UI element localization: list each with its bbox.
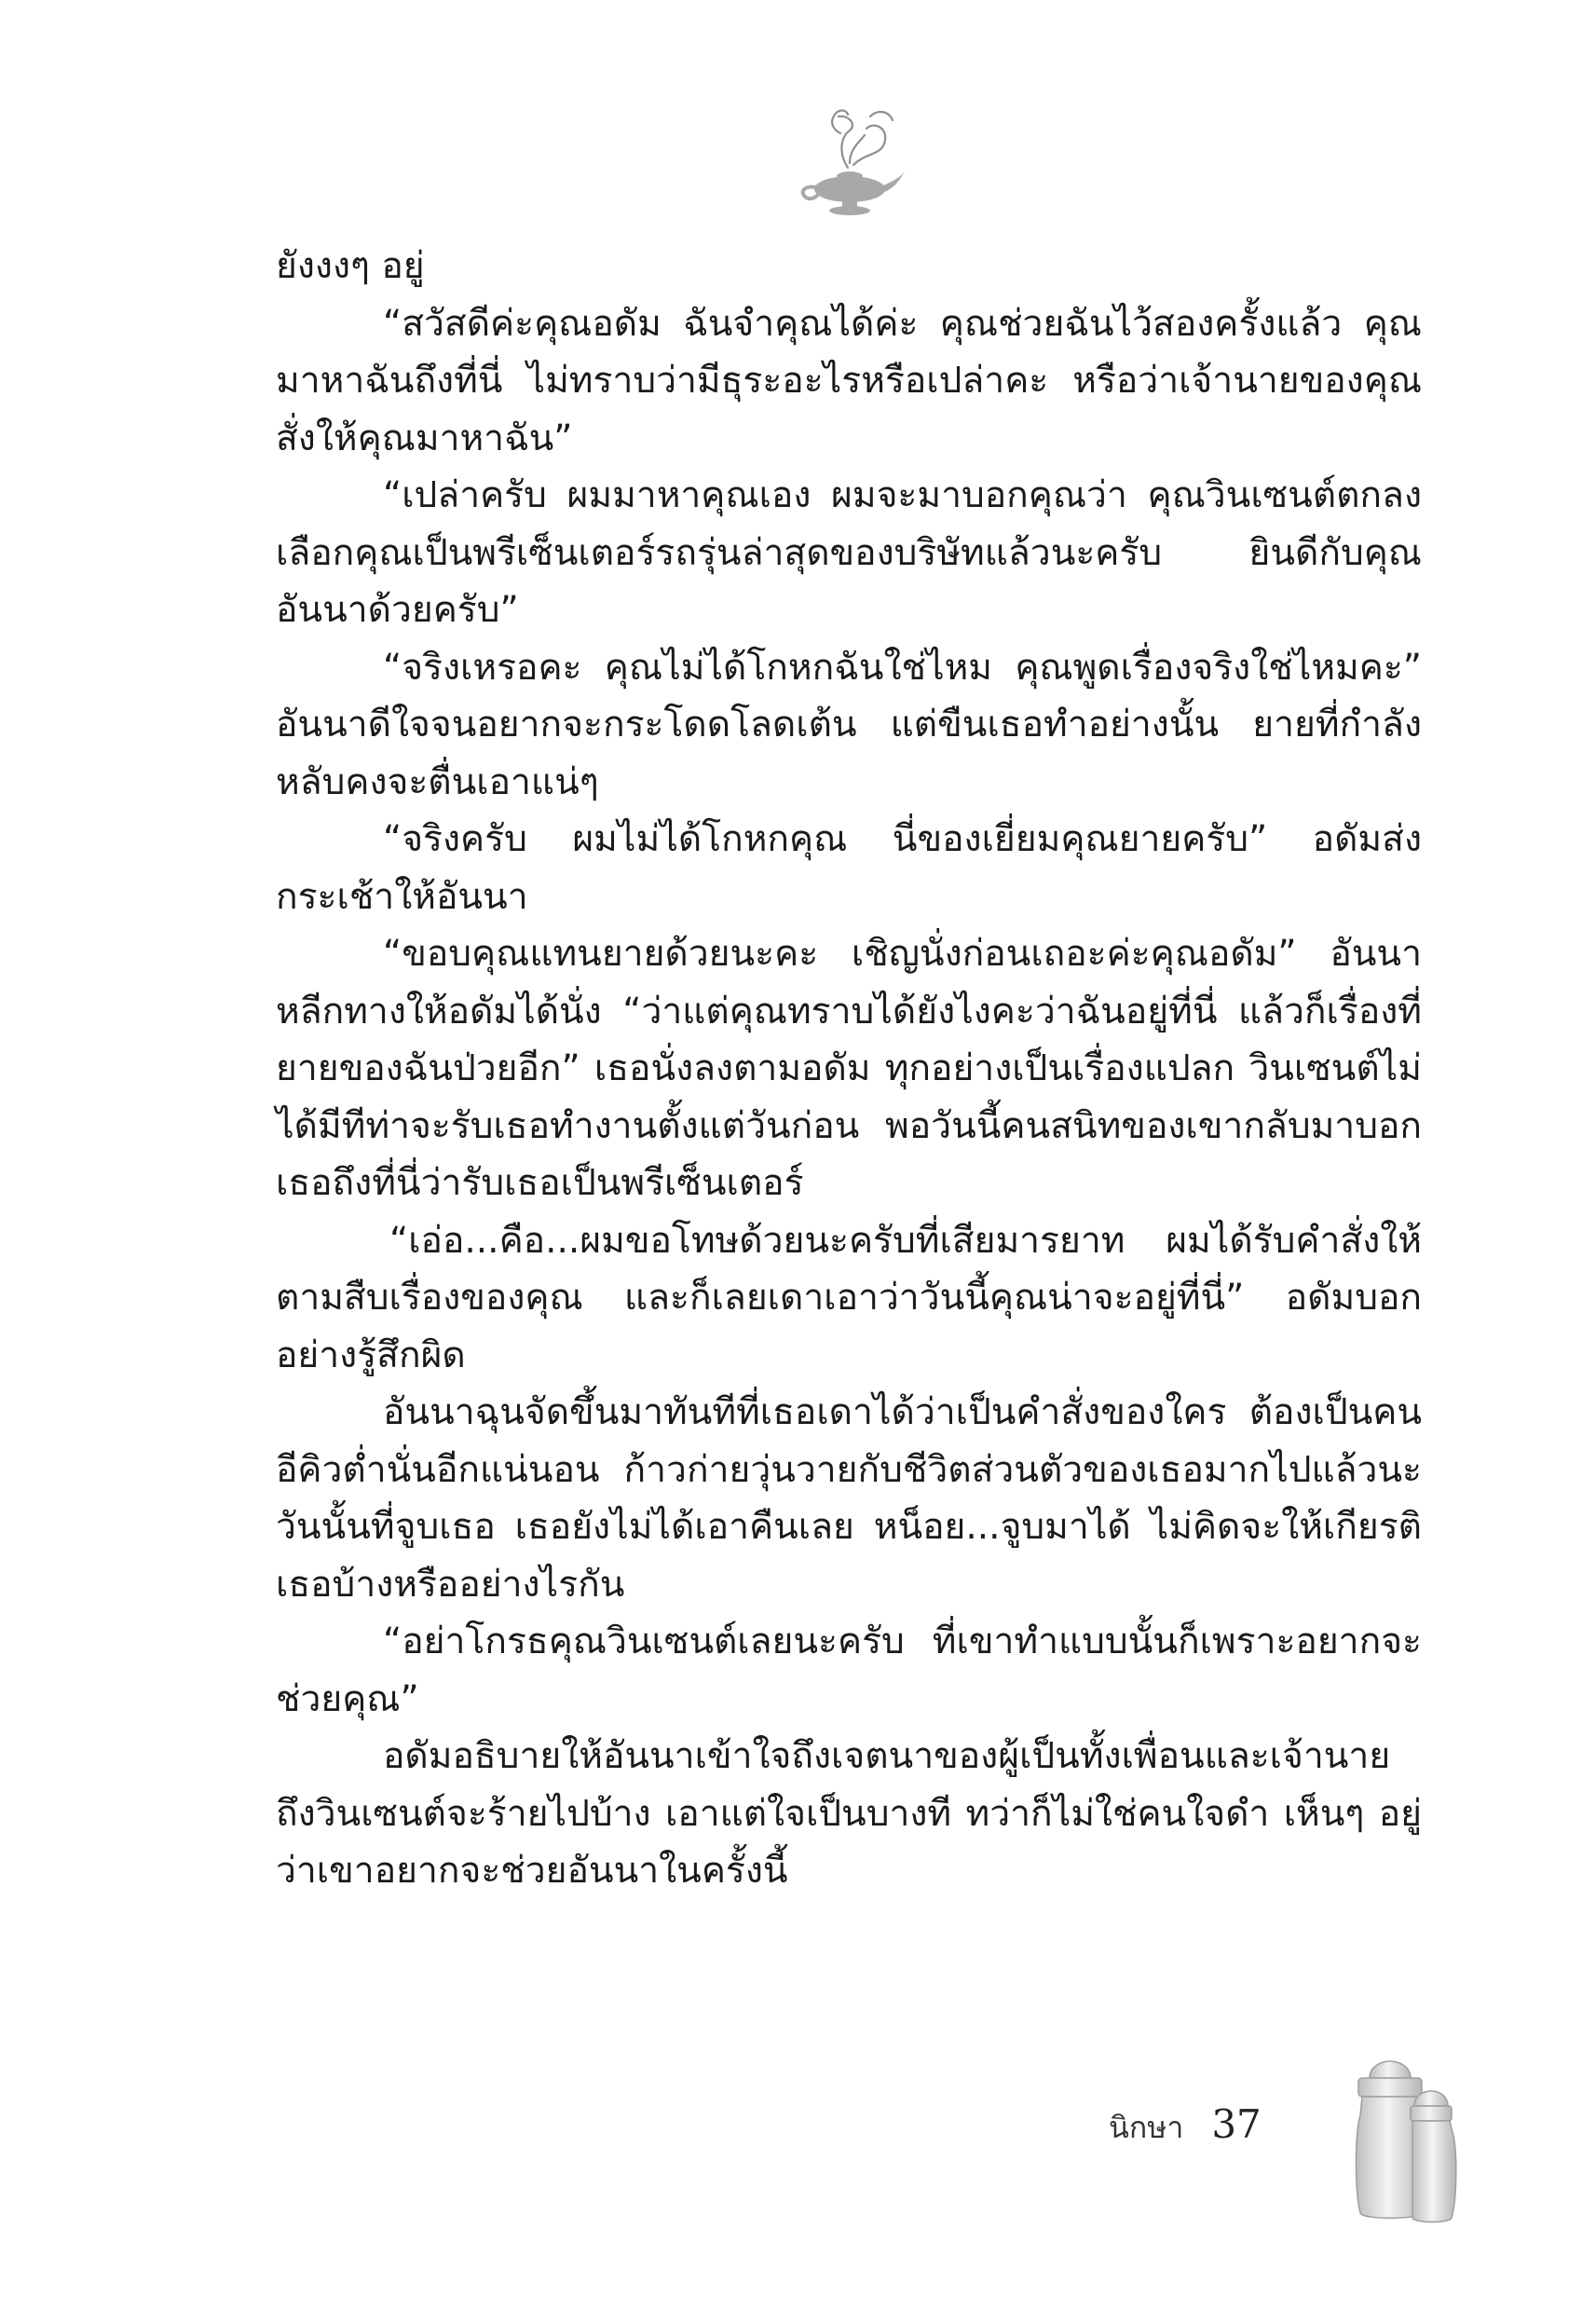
running-footer-title: นิกษา [1109, 2110, 1184, 2145]
baby-bottle-icon [1342, 2050, 1463, 2227]
paragraph: “อย่าโกรธคุณวินเซนต์เลยนะครับ ที่เขาทำแบบนั้นก็เพราะอยากจะช่วยคุณ” [276, 1620, 1422, 1720]
page-footer [1109, 2101, 1262, 2167]
paragraph: อันนาฉุนจัดขึ้นมาทันทีที่เธอเดาได้ว่าเป็นคำสั่งของใคร ต้องเป็นคนอีคิวต่ำนั่นอีกแน่นอน ก้าวก่ายวุ่นวายกับชีวิตส่วนตัวของเธอมากไปแล้วนะ วันนั้นที่จูบเธอ เธอยังไม่ได้เอาคืนเลย หน็อย...จูบมาได้ ไม่คิดจะให้เกียรติเธอบ้างหรืออย่างไรกัน [276, 1391, 1422, 1606]
paragraph: “จริงเหรอคะ คุณไม่ได้โกหกฉันใช่ไหม คุณพูดเรื่องจริงใช่ไหมคะ” อันนาดีใจจนอยากจะกระโดดโลดเต้น แต่ขืนเธอทำอย่างนั้น ยายที่กำลังหลับคงจะตื่นเอาแน่ๆ [276, 646, 1422, 803]
body-text [276, 238, 1422, 1900]
page-number: 37 [1211, 2101, 1262, 2147]
magic-lamp-icon [792, 98, 908, 224]
paragraph: “ขอบคุณแทนยายด้วยนะคะ เชิญนั่งก่อนเถอะค่ะคุณอดัม” อันนาหลีกทางให้อดัมได้นั่ง “ว่าแต่คุณทราบได้ยังไงคะว่าฉันอยู่ที่นี่ แล้วก็เรื่องที่ยายของฉันป่วยอีก” เธอนั่งลงตามอดัม ทุกอย่างเป็นเรื่องแปลก วินเซนต์ไม่ได้มีทีท่าจะรับเธอทำงานตั้งแต่วันก่อน พอวันนี้คนสนิทของเขากลับมาบอกเธอถึงที่นี่ว่ารับเธอเป็นพรีเซ็นเตอร์ [276, 933, 1422, 1204]
paragraph: “เอ่อ...คือ...ผมขอโทษด้วยนะครับที่เสียมารยาท ผมได้รับคำสั่งให้ตามสืบเรื่องของคุณ และก็เลยเดาเอาว่าวันนี้คุณน่าจะอยู่ที่นี่” อดัมบอกอย่างรู้สึกผิด [276, 1219, 1422, 1376]
paragraph: อดัมอธิบายให้อันนาเข้าใจถึงเจตนาของผู้เป็นทั้งเพื่อนและเจ้านาย ถึงวินเซนต์จะร้ายไปบ้าง เอาแต่ใจเป็นบางที ทว่าก็ไม่ใช่คนใจดำ เห็นๆ อยู่ว่าเขาอยากจะช่วยอันนาในครั้งนี้ [276, 1735, 1422, 1892]
paragraph: ยังงงๆ อยู่ [276, 245, 425, 287]
paragraph: “สวัสดีค่ะคุณอดัม ฉันจำคุณได้ค่ะ คุณช่วยฉันไว้สองครั้งแล้ว คุณมาหาฉันถึงที่นี่ ไม่ทราบว่ามีธุระอะไรหรือเปล่าคะ หรือว่าเจ้านายของคุณสั่งให้คุณมาหาฉัน” [276, 302, 1422, 459]
paragraph: “เปล่าครับ ผมมาหาคุณเอง ผมจะมาบอกคุณว่า คุณวินเซนต์ตกลงเลือกคุณเป็นพรีเซ็นเตอร์รถรุ่นล่าสุดของบริษัทแล้วนะครับ ยินดีกับคุณอันนาด้วยครับ” [276, 474, 1422, 631]
paragraph: “จริงครับ ผมไม่ได้โกหกคุณ นี่ของเยี่ยมคุณยายครับ” อดัมส่งกระเช้าให้อันนา [276, 818, 1422, 918]
